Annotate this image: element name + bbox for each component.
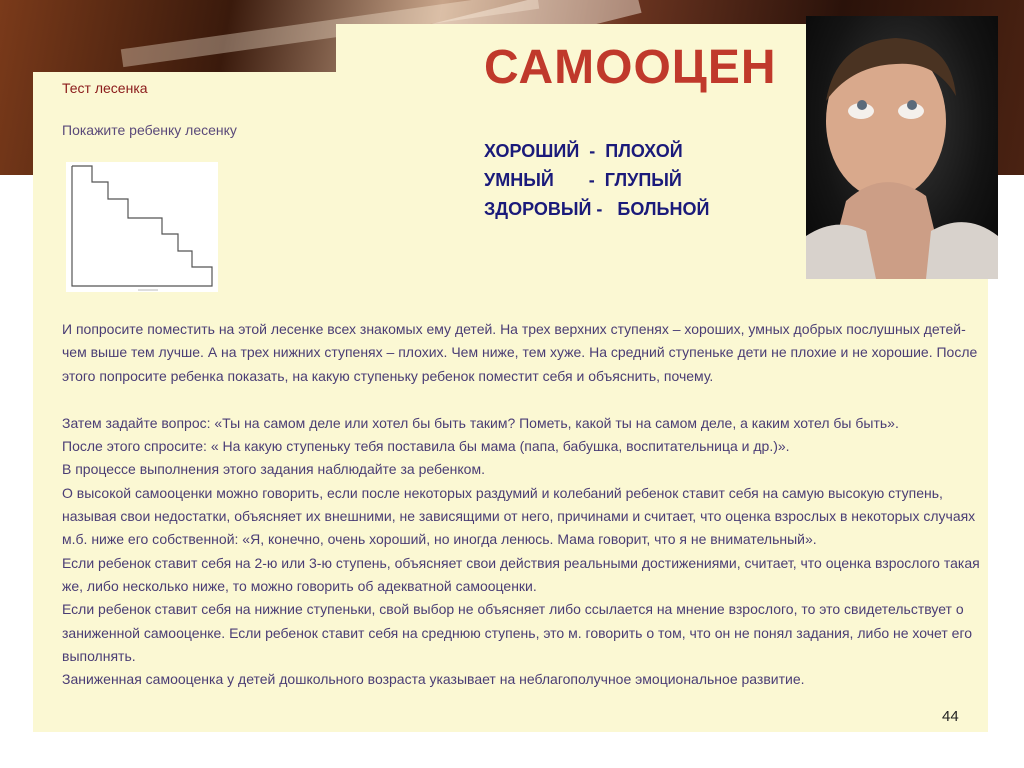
opposite-pair: ХОРОШИЙ - ПЛОХОЙ bbox=[484, 141, 683, 161]
paragraph: После этого спросите: « На какую ступеньку тебя поставила бы мама (папа, бабушка, воспитательница и др.)». bbox=[62, 438, 790, 455]
paragraph: И попросите поместить на этой лесенке всех знакомых ему детей. На трех верхних ступенях – хороших, умных добрых послушных детей- чем выше тем лучше. А на трех нижних ступенях – плохих. Чем ниже, тем хуже. На средний ступеньке дети не плохие и не хорошие. После этого попросите ребенка показать, на какую ступеньку ребенок поместит себя и объяснить, почему. bbox=[62, 321, 978, 384]
paragraph: Заниженная самооценка у детей дошкольного возраста указывает на неблагополучное эмоциональное развитие. bbox=[62, 671, 805, 688]
slide-title: САМООЦЕН bbox=[484, 41, 777, 94]
child-photo bbox=[806, 16, 998, 279]
paragraph: В процессе выполнения этого задания наблюдайте за ребенком. bbox=[62, 461, 485, 478]
paragraph: Затем задайте вопрос: «Ты на самом деле или хотел бы быть таким? Пометь, какой ты на самом деле, а каким хотел бы быть». bbox=[62, 414, 899, 431]
ladder-icon bbox=[66, 162, 218, 292]
opposite-pair: УМНЫЙ - ГЛУПЫЙ bbox=[484, 170, 682, 190]
paragraph: Если ребенок ставит себя на нижние ступеньки, свой выбор не объясняет либо ссылается на мнение взрослого, то это свидетельствует о заниженной самооценке. Если ребенок ставит себя на среднюю ступень, это м. говорить о том, что он не понял задания, либо не хочет его выполнять. bbox=[62, 601, 973, 664]
opposites-list bbox=[484, 137, 794, 224]
page-number: 44 bbox=[942, 708, 959, 725]
ladder-figure bbox=[66, 162, 218, 292]
body-text bbox=[62, 318, 982, 691]
opposite-pair: ЗДОРОВЫЙ - БОЛЬНОЙ bbox=[484, 199, 710, 219]
instruction-text: Покажите ребенку лесенку bbox=[62, 122, 237, 138]
test-title: Тест лесенка bbox=[62, 80, 148, 96]
paragraph: О высокой самооценки можно говорить, если после некоторых раздумий и колебаний ребенок ставит себя на самую высокую ступень, называя свои недостатки, объясняет их внешними, не зависящими от него, причинами и считает, что оценка взрослых в некоторых случаях м.б. ниже его собственной: «Я, конечно, очень хороший, но иногда ленюсь. Мама говорит, что я не внимательный». bbox=[62, 484, 976, 548]
paragraph: Если ребенок ставит себя на 2-ю или 3-ю ступень, объясняет свои действия реальными достижениями, считает, что оценка взрослого такая же, либо несколько ниже, то можно говорить об адекватной самооценки. bbox=[62, 554, 980, 594]
